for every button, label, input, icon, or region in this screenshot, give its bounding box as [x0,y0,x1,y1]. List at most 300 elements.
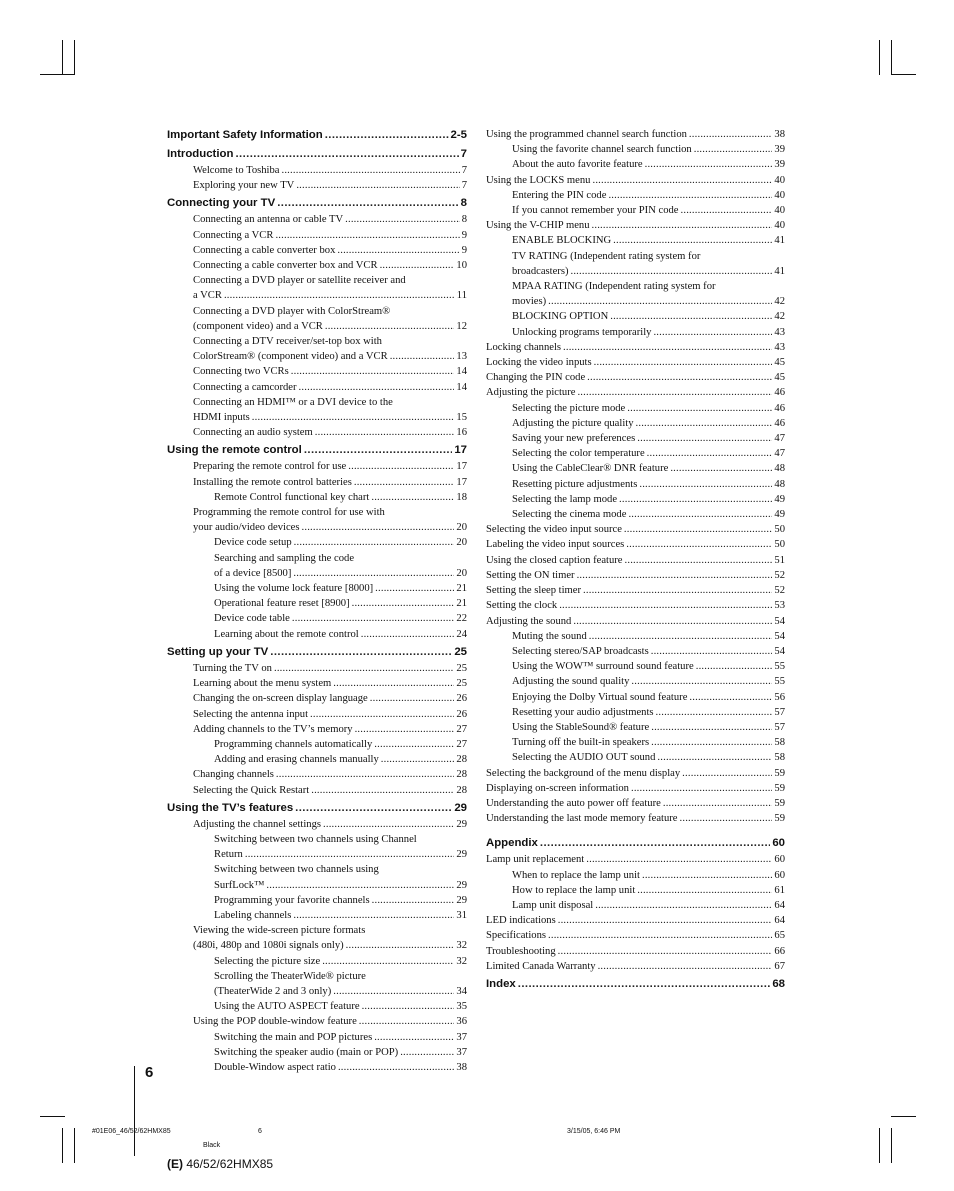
toc-entry-title: Selecting the cinema mode [512,509,627,521]
toc-entry-line: Programming the remote control for use with [193,507,385,519]
toc-entry [167,767,467,782]
dot-leader [362,999,455,1014]
toc-entry [167,954,467,969]
toc-entry-line: Connecting a DVD player with ColorStream® [193,305,391,317]
dot-leader [292,611,455,626]
dot-leader [558,913,773,928]
toc-section-heading [167,127,467,144]
toc-entry-title: Entering the PIN code [512,189,607,201]
toc-entry-title: Labeling the video input sources [486,539,625,551]
dot-leader [548,294,772,309]
toc-entry-title: Using the AUTO ASPECT feature [214,1001,360,1013]
toc-entry-title: Connecting your TV [167,197,276,210]
toc-entry-page: 8 [460,197,467,210]
dot-leader [294,535,455,550]
toc-entry-title: Double-Window aspect ratio [214,1061,336,1073]
dot-leader [333,984,454,999]
model-number: 46/52/62HMX85 [183,1157,274,1171]
dot-leader [577,568,773,583]
dot-leader [293,566,454,581]
toc-entry-page: 52 [774,569,785,581]
dot-leader [518,976,771,993]
toc-entry [486,553,785,568]
toc-entry-page: 39 [774,144,785,156]
dot-leader [631,781,772,796]
dot-leader [608,188,772,203]
dot-leader [370,691,455,706]
toc-entry-title: Index [486,977,516,990]
toc-entry-title: Learning about the menu system [193,678,332,690]
dot-leader [651,735,772,750]
footer-file: #01E06_46/52/62HMX85 [92,1128,171,1135]
page-number: 6 [145,1064,154,1081]
crop-mark [891,1116,916,1117]
toc-entry [167,847,467,862]
dot-leader [592,218,773,233]
toc-entry-page: 17 [456,476,467,488]
toc-entry [486,461,785,476]
toc-entry [167,938,467,953]
toc-entry-page: 54 [774,645,785,657]
toc-entry [167,999,467,1014]
toc-entry-title: Device code table [214,613,290,625]
toc-entry-page: 28 [456,754,467,766]
dot-leader [694,142,773,157]
toc-section-heading [167,800,467,817]
toc-entry-title: Locking channels [486,341,562,353]
dot-leader [540,835,770,852]
toc-entry-page: 42 [774,296,785,308]
toc-entry-page: 27 [456,723,467,735]
dot-leader [354,475,455,490]
toc-entry-page: 40 [774,220,785,232]
toc-entry-page: 50 [774,524,785,536]
toc-entry-page: 43 [774,326,785,338]
dot-leader [696,659,773,674]
toc-entry [486,735,785,750]
toc-entry-title: Selecting the color temperature [512,448,645,460]
toc-entry [486,705,785,720]
toc-entry [167,425,467,440]
dot-leader [663,796,773,811]
toc-entry [167,611,467,626]
toc-entry [167,722,467,737]
toc-entry [167,707,467,722]
toc-entry-page: 20 [456,522,467,534]
toc-entry-page: 68 [772,977,785,990]
toc-entry [486,264,785,279]
dot-leader [299,380,455,395]
toc-entry-page: 11 [456,290,467,302]
toc-entry-page: 65 [774,930,785,942]
toc-entry-page: 9 [461,229,467,241]
dot-leader [651,644,773,659]
toc-entry-line: Connecting an HDMI™ or a DVI device to the [193,396,393,408]
toc-entry-title: Changing channels [193,769,274,781]
dot-leader [559,598,772,613]
toc-entry-page: 43 [774,341,785,353]
dot-leader [689,127,772,142]
dot-leader [291,364,455,379]
dot-leader [689,690,772,705]
toc-entry [486,868,785,883]
toc-entry-title: LED indications [486,915,556,927]
toc-entry [486,614,785,629]
toc-entry-page: 2-5 [450,129,467,141]
toc-entry-title: When to replace the lamp unit [512,869,640,881]
toc-entry-title: Adjusting the picture quality [512,417,634,429]
toc-entry-page: 50 [774,539,785,551]
toc-entry-page: 25 [456,662,467,674]
toc-entry-page: 25 [456,678,467,690]
dot-leader [627,401,772,416]
toc-entry [167,410,467,425]
toc-entry-title: Lamp unit replacement [486,854,585,866]
toc-entry-page: 26 [456,708,467,720]
dot-leader [245,847,455,862]
dot-leader [348,459,454,474]
toc-entry [486,127,785,142]
toc-entry-title: Using the remote control [167,444,302,457]
dot-leader [631,674,772,689]
toc-entry-line: Searching and sampling the code [214,552,355,564]
toc-entry-page: 57 [774,706,785,718]
dot-leader [277,195,458,212]
toc-entry-title: Labeling channels [214,909,292,921]
toc-entry [486,568,785,583]
toc-entry [167,817,467,832]
dot-leader [235,146,458,163]
dot-leader [651,720,772,735]
dot-leader [275,228,459,243]
crop-mark [40,1116,65,1117]
toc-entry-title: Important Safety Information [167,129,323,141]
toc-entry-page: 61 [774,884,785,896]
dot-leader [270,644,452,661]
toc-entry-title: Using the TV’s features [167,801,294,814]
dot-leader [573,614,772,629]
toc-entry [167,676,467,691]
dot-leader [352,596,455,611]
toc-entry [486,157,785,172]
toc-entry [486,537,785,552]
crop-mark [879,1128,880,1163]
toc-entry [486,233,785,248]
toc-entry-title: Preparing the remote control for use [193,461,347,473]
dot-leader [548,928,772,943]
toc-entry-page: 14 [456,381,467,393]
toc-entry-page: 22 [456,613,467,625]
toc-entry-title: About the auto favorite feature [512,159,643,171]
toc-entry-page: 58 [774,737,785,749]
toc-entry-title: Setting the sleep timer [486,585,582,597]
toc-left-column [167,127,467,1075]
dot-leader [642,868,772,883]
toc-entry-title: Operational feature reset [8900] [214,598,350,610]
toc-entry [486,325,785,340]
toc-entry [167,627,467,642]
toc-entry [486,355,785,370]
toc-entry [486,898,785,913]
toc-entry [167,258,467,273]
dot-leader [338,1060,454,1075]
toc-section-heading [486,976,785,993]
toc-entry-page: 56 [774,691,785,703]
dot-leader [359,1014,455,1029]
crop-mark [74,40,75,75]
toc-entry-title: Adjusting the sound quality [512,676,630,688]
toc-entry-title: Displaying on-screen information [486,782,629,794]
dot-leader [315,425,455,440]
toc-entry-page: 49 [774,509,785,521]
dot-leader [647,446,773,461]
toc-entry [486,142,785,157]
toc-entry-title: Welcome to Toshiba [193,165,280,176]
toc-entry-line: Connecting a DTV receiver/set-top box with [193,336,382,348]
dot-leader [295,800,452,817]
dot-leader [563,340,772,355]
toc-entry [486,309,785,324]
toc-entry-page: 32 [456,955,467,967]
toc-entry-title: If you cannot remember your PIN code [512,205,679,217]
toc-entry-title: broadcasters) [512,265,569,277]
toc-entry-title: Selecting the Quick Restart [193,784,310,796]
toc-entry-page: 36 [456,1016,467,1028]
toc-entry-page: 54 [774,615,785,627]
toc-entry-title: Understanding the auto power off feature [486,797,661,809]
toc-entry [486,883,785,898]
dot-leader [381,752,455,767]
toc-entry [167,535,467,550]
toc-entry-title: Return [214,849,243,861]
toc-entry-title: Device code setup [214,537,292,549]
toc-entry [167,566,467,581]
toc-entry-title: Lamp unit disposal [512,899,594,911]
toc-entry-title: Selecting the lamp mode [512,493,618,505]
dot-leader [322,954,454,969]
dot-leader [323,817,454,832]
toc-entry [167,893,467,908]
toc-entry-page: 53 [774,600,785,612]
toc-entry-page: 59 [774,782,785,794]
toc-entry-title: Unlocking programs temporarily [512,326,652,338]
dot-leader [586,852,772,867]
toc-entry-page: 20 [456,567,467,579]
toc-entry-title: Changing the on-screen display language [193,693,368,705]
toc-entry-line: MPAA RATING (Independent rating system for [512,281,716,293]
toc-entry-title: Adding channels to the TV’s memory [193,723,353,735]
toc-entry-title: Connecting a VCR [193,229,274,241]
toc-entry [486,507,785,522]
toc-entry-title: Connecting a cable converter box and VCR [193,260,378,272]
dot-leader [293,908,454,923]
toc-entry-page: 24 [456,628,467,640]
toc-entry [167,737,467,752]
footer-color: Black [203,1142,221,1149]
dot-leader [577,385,772,400]
toc-entry-page: 28 [456,769,467,781]
dot-leader [670,461,772,476]
toc-entry-title: Changing the PIN code [486,372,586,384]
toc-entry [486,781,785,796]
dot-leader [372,893,455,908]
toc-entry-line: Connecting a DVD player or satellite receiver and [193,275,406,287]
toc-entry [486,674,785,689]
toc-entry [167,364,467,379]
page-margin-rule [134,1066,135,1156]
dot-leader [626,537,772,552]
toc-entry-page: 29 [456,894,467,906]
toc-entry-title: Using the closed caption feature [486,554,623,566]
toc-entry-page: 52 [774,585,785,597]
dot-leader [302,520,455,535]
toc-entry-title: of a device [8500] [214,567,292,579]
toc-entry [167,878,467,893]
toc-entry-page: 29 [456,818,467,830]
toc-entry-page: 40 [774,205,785,217]
dot-leader [346,938,455,953]
toc-entry-page: 39 [774,159,785,171]
toc-entry [167,228,467,243]
toc-entry [486,173,785,188]
toc-entry-title: Using the volume lock feature [8000] [214,583,374,595]
crop-mark [891,1128,892,1163]
toc-entry [167,1045,467,1060]
dot-leader [592,173,772,188]
toc-entry [486,416,785,431]
crop-mark [891,74,916,75]
toc-entry-page: 17 [456,461,467,473]
toc-entry-title: Turning off the built-in speakers [512,737,650,749]
footer-page: 6 [258,1128,262,1135]
dot-leader [682,766,772,781]
dot-leader [587,370,772,385]
dot-leader [558,944,773,959]
dot-leader [613,233,772,248]
toc-entry-page: 38 [456,1061,467,1073]
toc-entry-page: 14 [456,366,467,378]
toc-entry [167,783,467,798]
dot-leader [390,349,455,364]
crop-mark [879,40,880,75]
toc-entry-line: TV RATING (Independent rating system for [512,250,701,262]
toc-entry-title: Locking the video inputs [486,357,592,369]
dot-leader [374,1030,454,1045]
dot-leader [619,492,772,507]
toc-entry [167,984,467,999]
footer-date: 3/15/05, 6:46 PM [567,1128,621,1135]
toc-entry-page: 64 [774,915,785,927]
toc-entry-line: Scrolling the TheaterWide® picture [214,970,366,982]
toc-entry [486,446,785,461]
toc-entry [486,522,785,537]
dot-leader [637,883,772,898]
dot-leader [598,959,773,974]
dot-leader [276,767,454,782]
dot-leader [274,661,454,676]
toc-entry [167,1014,467,1029]
toc-entry-line: Switching between two channels using [214,864,379,876]
dot-leader [400,1045,454,1060]
model-line [167,1157,273,1171]
toc-entry [486,659,785,674]
toc-entry-title: Understanding the last mode memory feature [486,813,678,825]
crop-mark [62,40,63,75]
toc-entry [167,475,467,490]
toc-entry-page: 64 [774,899,785,911]
toc-entry-page: 7 [461,165,467,176]
toc-entry-page: 29 [454,801,467,814]
toc-entry-title: Adding and erasing channels manually [214,754,379,766]
toc-entry-title: Selecting the picture size [214,955,321,967]
dot-leader [296,178,459,193]
crop-mark [891,40,892,75]
toc-entry-page: 46 [774,402,785,414]
dot-leader [310,707,454,722]
dot-leader [311,783,454,798]
toc-entry-title: Adjusting the picture [486,387,576,399]
toc-entry-title: Selecting the video input source [486,524,622,536]
toc-entry-page: 38 [774,129,785,140]
toc-entry [486,370,785,385]
toc-entry-title: Selecting the picture mode [512,402,626,414]
toc-entry [486,218,785,233]
toc-entry-page: 10 [456,260,467,272]
toc-entry [167,691,467,706]
toc-entry [167,459,467,474]
toc-entry-title: BLOCKING OPTION [512,311,609,323]
toc-entry [486,720,785,735]
toc-entry-title: Connecting an antenna or cable TV [193,214,344,226]
toc-entry-title: Adjusting the channel settings [193,818,321,830]
crop-mark [62,1128,63,1163]
toc-entry-title: ColorStream® (component video) and a VCR [193,351,388,363]
toc-entry-title: HDMI inputs [193,412,250,424]
toc-entry-title: Limited Canada Warranty [486,960,596,972]
toc-entry-page: 46 [774,417,785,429]
toc-entry-page: 47 [774,433,785,445]
toc-entry-title: Exploring your new TV [193,180,295,192]
dot-leader [266,878,454,893]
toc-entry [486,644,785,659]
toc-entry-page: 28 [456,784,467,796]
dot-leader [325,319,455,334]
toc-entry-title: Connecting an audio system [193,427,313,439]
toc-entry [486,959,785,974]
toc-entry [486,750,785,765]
toc-section-heading [167,195,467,212]
toc-entry-page: 46 [774,387,785,399]
toc-entry-page: 12 [456,320,467,332]
toc-entry-page: 27 [456,738,467,750]
toc-entry-title: Learning about the remote control [214,628,359,640]
toc-entry-title: Adjusting the sound [486,615,572,627]
toc-entry-title: Appendix [486,837,538,850]
toc-entry-page: 41 [774,265,785,277]
toc-entry [486,796,785,811]
toc-entry-page: 34 [456,985,467,997]
toc-entry-title: Using the programmed channel search function [486,129,687,140]
toc-entry-title: Turning the TV on [193,662,272,674]
toc-entry-page: 25 [454,645,467,658]
dot-leader [337,243,459,258]
toc-entry-page: 21 [456,598,467,610]
toc-entry [486,188,785,203]
toc-section-heading [486,835,785,852]
dot-leader [657,750,772,765]
toc-entry-page: 37 [456,1031,467,1043]
toc-right-column [486,127,785,993]
